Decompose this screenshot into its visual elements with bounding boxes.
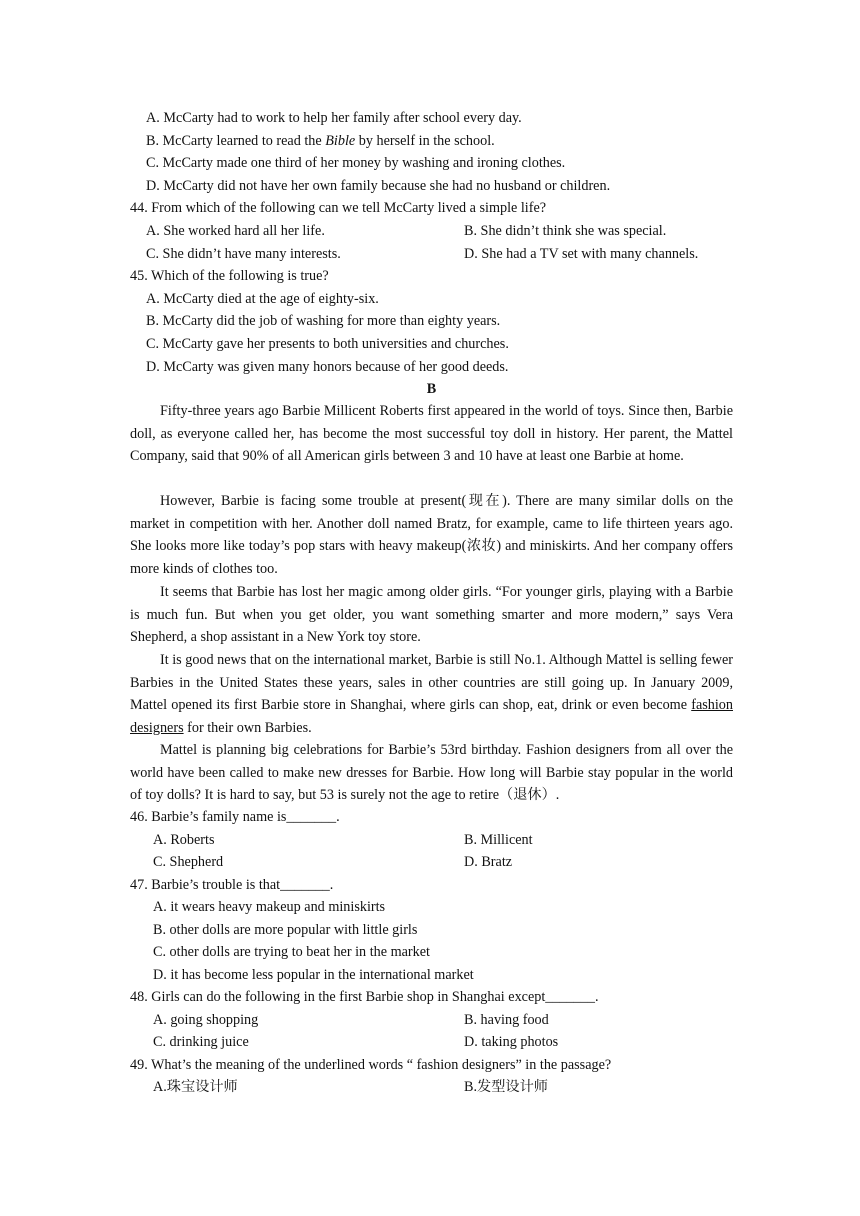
q49-option-b: B.发型设计师 <box>464 1079 548 1095</box>
q47-stem: 47. Barbie’s trouble is that_______. <box>130 877 334 893</box>
q48-option-c: C. drinking juice <box>153 1034 249 1050</box>
q46-option-c: C. Shepherd <box>153 854 224 870</box>
passage-paragraph-4-text-end: for their own Barbies. <box>183 719 312 736</box>
passage-paragraph-2 <box>130 490 733 580</box>
q43-option-a: A. McCarty had to work to help her family after school every day. <box>146 110 522 126</box>
q45-option-b: B. McCarty did the job of washing for more than eighty years. <box>146 313 501 329</box>
passage-paragraph-4 <box>130 649 733 739</box>
q44-option-d: D. She had a TV set with many channels. <box>464 246 699 262</box>
q45-option-c: C. McCarty gave her presents to both universities and churches. <box>146 336 509 352</box>
q46-stem: 46. Barbie’s family name is_______. <box>130 809 340 825</box>
q46-option-b: B. Millicent <box>464 832 533 848</box>
q45-option-d: D. McCarty was given many honors because of her good deeds. <box>146 359 509 375</box>
passage-paragraph-3-text: It seems that Barbie has lost her magic among older girls. “For younger girls, playing with a Barbie is much fun. But when you get older, you want something smarter and more modern,” says Vera Shepherd, a shop assistant in a New York toy store. <box>130 584 733 646</box>
q43-option-d: D. McCarty did not have her own family because she had no husband or children. <box>146 178 611 194</box>
q44-option-b: B. She didn’t think she was special. <box>464 223 667 239</box>
q48-stem: 48. Girls can do the following in the first Barbie shop in Shanghai except_______. <box>130 989 599 1005</box>
q47-option-c: C. other dolls are trying to beat her in the market <box>153 944 430 960</box>
q44-option-a: A. She worked hard all her life. <box>146 223 325 239</box>
passage-paragraph-4-text: It is good news that on the international market, Barbie is still No.1. Although Mattel is selling fewer Barbies in the United States these years, sales in other countries are still going up. In January 2009, Mattel opened its first Barbie store in Shanghai, where girls can shop, eat, drink or even become <box>130 652 733 714</box>
q49-option-a: A.珠宝设计师 <box>153 1079 238 1095</box>
section-b-heading: B <box>426 381 437 397</box>
q43-option-c: C. McCarty made one third of her money by washing and ironing clothes. <box>146 155 566 171</box>
q44-option-c: C. She didn’t have many interests. <box>146 246 341 262</box>
q45-stem: 45. Which of the following is true? <box>130 268 329 284</box>
q48-option-a: A. going shopping <box>153 1012 259 1028</box>
q47-option-b: B. other dolls are more popular with little girls <box>153 922 418 938</box>
q48-option-d: D. taking photos <box>464 1034 559 1050</box>
passage-paragraph-3 <box>130 581 733 649</box>
bible-italic: Bible <box>325 133 356 149</box>
q43-option-b <box>146 131 495 151</box>
q43-option-b-text: B. McCarty learned to read the <box>146 133 326 149</box>
passage-paragraph-1 <box>130 400 733 468</box>
passage-paragraph-5-text: Mattel is planning big celebrations for Barbie’s 53rd birthday. Fashion designers from all over the world have been called to make new dresses for Barbie. How long will Barbie stay popular in the world of toy dolls? It is hard to say, but 53 is surely not the age to retire（退休）. <box>130 742 733 804</box>
passage-paragraph-2-text: However, Barbie is facing some trouble at present(现在). There are many similar dolls on the market in competition with her. Another doll named Bratz, for example, came to life thirteen years ago. She looks more like today’s pop stars with heavy makeup(浓妆) and miniskirts. And her company offers more kinds of clothes too. <box>130 493 733 577</box>
q45-option-a: A. McCarty died at the age of eighty-six. <box>146 291 379 307</box>
q44-stem: 44. From which of the following can we tell McCarty lived a simple life? <box>130 200 547 216</box>
q46-option-d: D. Bratz <box>464 854 513 870</box>
passage-paragraph-5 <box>130 739 733 807</box>
q49-stem: 49. What’s the meaning of the underlined words “ fashion designers” in the passage? <box>130 1057 612 1073</box>
q43-option-b-text-end: by herself in the school. <box>355 133 495 149</box>
q47-option-a: A. it wears heavy makeup and miniskirts <box>153 899 386 915</box>
q48-option-b: B. having food <box>464 1012 549 1028</box>
q47-option-d: D. it has become less popular in the international market <box>153 967 474 983</box>
q46-option-a: A. Roberts <box>153 832 215 848</box>
underlined-fashion-designers: fashion designers <box>130 697 733 736</box>
passage-paragraph-1-text: Fifty-three years ago Barbie Millicent Roberts first appeared in the world of toys. Since then, Barbie doll, as everyone called her, has become the most successful toy doll in history. Her parent, the Mattel Company, said that 90% of all American girls between 3 and 10 have at least one Barbie at home. <box>130 403 733 465</box>
